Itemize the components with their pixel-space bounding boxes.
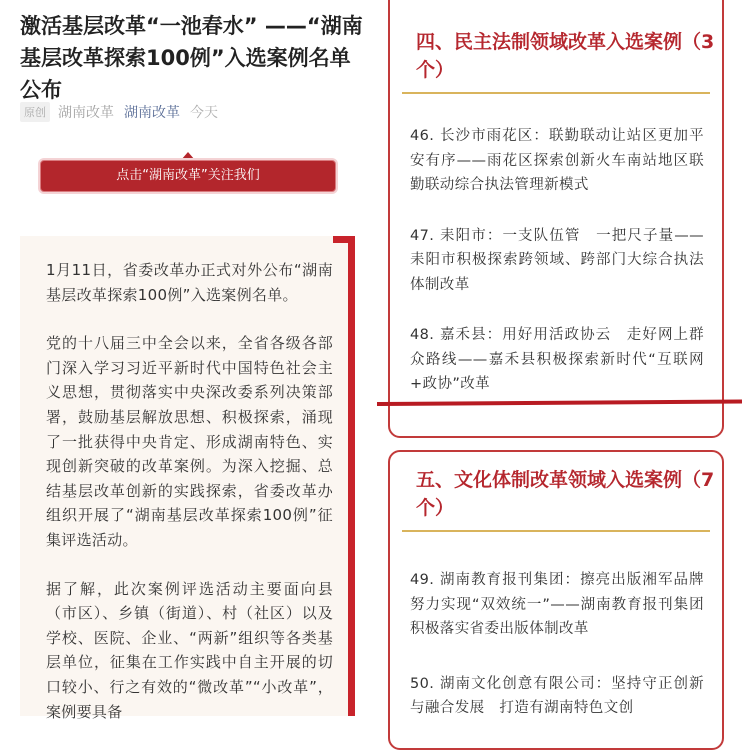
section-five-card [388,450,724,750]
list-item: 48. 嘉禾县：用好用活政协云 走好网上群众路线——嘉禾县积极探索新时代“互联网+政协”改革 [410,327,704,392]
paragraph: 据了解，此次案例评选活动主要面向县（市区）、乡镇（街道）、村（社区）以及学校、医院、企业、“两新”组织等各类基层单位，征集在工作实践中自主开展的切口较小、行之有效的“微改革”“小改革”，案例要具备 [46,579,333,721]
follow-button[interactable]: 点击“湖南改革”关注我们 [40,160,336,192]
list-item: 47. 耒阳市：一支队伍管 一把尺子量——耒阳市积极探索跨领域、跨部门大综合执法体制改革 [410,227,704,293]
paragraph: 党的十八届三中全会以来，全省各级各部门深入学习习近平新时代中国特色社会主义思想，贯彻落实中央深改委系列决策部署，鼓励基层解放思想、积极探索，涌现了一批获得中央肯定、形成湖南特色、实现创新突破的改革案例。为深入挖掘、总结基层改革创新的实践探索，省委改革办组织开展了“湖南基层改革探索100例”征集评选活动。 [46,334,333,549]
decor-bar [348,236,355,716]
original-badge: 原创 [20,102,50,122]
right-panel [380,0,742,716]
left-panel [0,0,370,721]
account-link[interactable]: 湖南改革 [124,105,180,121]
article-title: 激活基层改革“一池春水” ——“湖南基层改革探索100例”入选案例名单公布 [20,14,363,102]
section-five-heading: 五、文化体制改革领域入选案例（7个） [416,469,715,519]
list-item: 49. 湖南教育报刊集团：擦亮出版湘军品牌 努力实现“双效统一”——湖南教育报刊集团积极落实省委出版体制改革 [410,572,719,637]
gold-divider [402,92,710,94]
section-four-heading: 四、民主法制领域改革入选案例（3个） [416,31,715,81]
follow-banner [40,152,336,194]
publish-time: 今天 [190,105,218,121]
follow-pointer-icon [181,152,195,160]
article-meta [20,102,218,122]
list-item: 50. 湖南文化创意有限公司：坚持守正创新与融合发展 打造有湖南特色文创 [410,675,704,716]
article-body [20,236,355,721]
list-item: 46. 长沙市雨花区：联勤联动让站区更加平安有序——雨花区探索创新火车南站地区联勤联动综合执法管理新模式 [410,128,704,193]
gold-divider [402,530,710,532]
column-divider [370,0,380,703]
section-four-card [388,0,724,438]
author-name: 湖南改革 [58,105,114,121]
paragraph: 1月11日，省委改革办正式对外公布“湖南基层改革探索100例”入选案例名单。 [46,261,333,304]
